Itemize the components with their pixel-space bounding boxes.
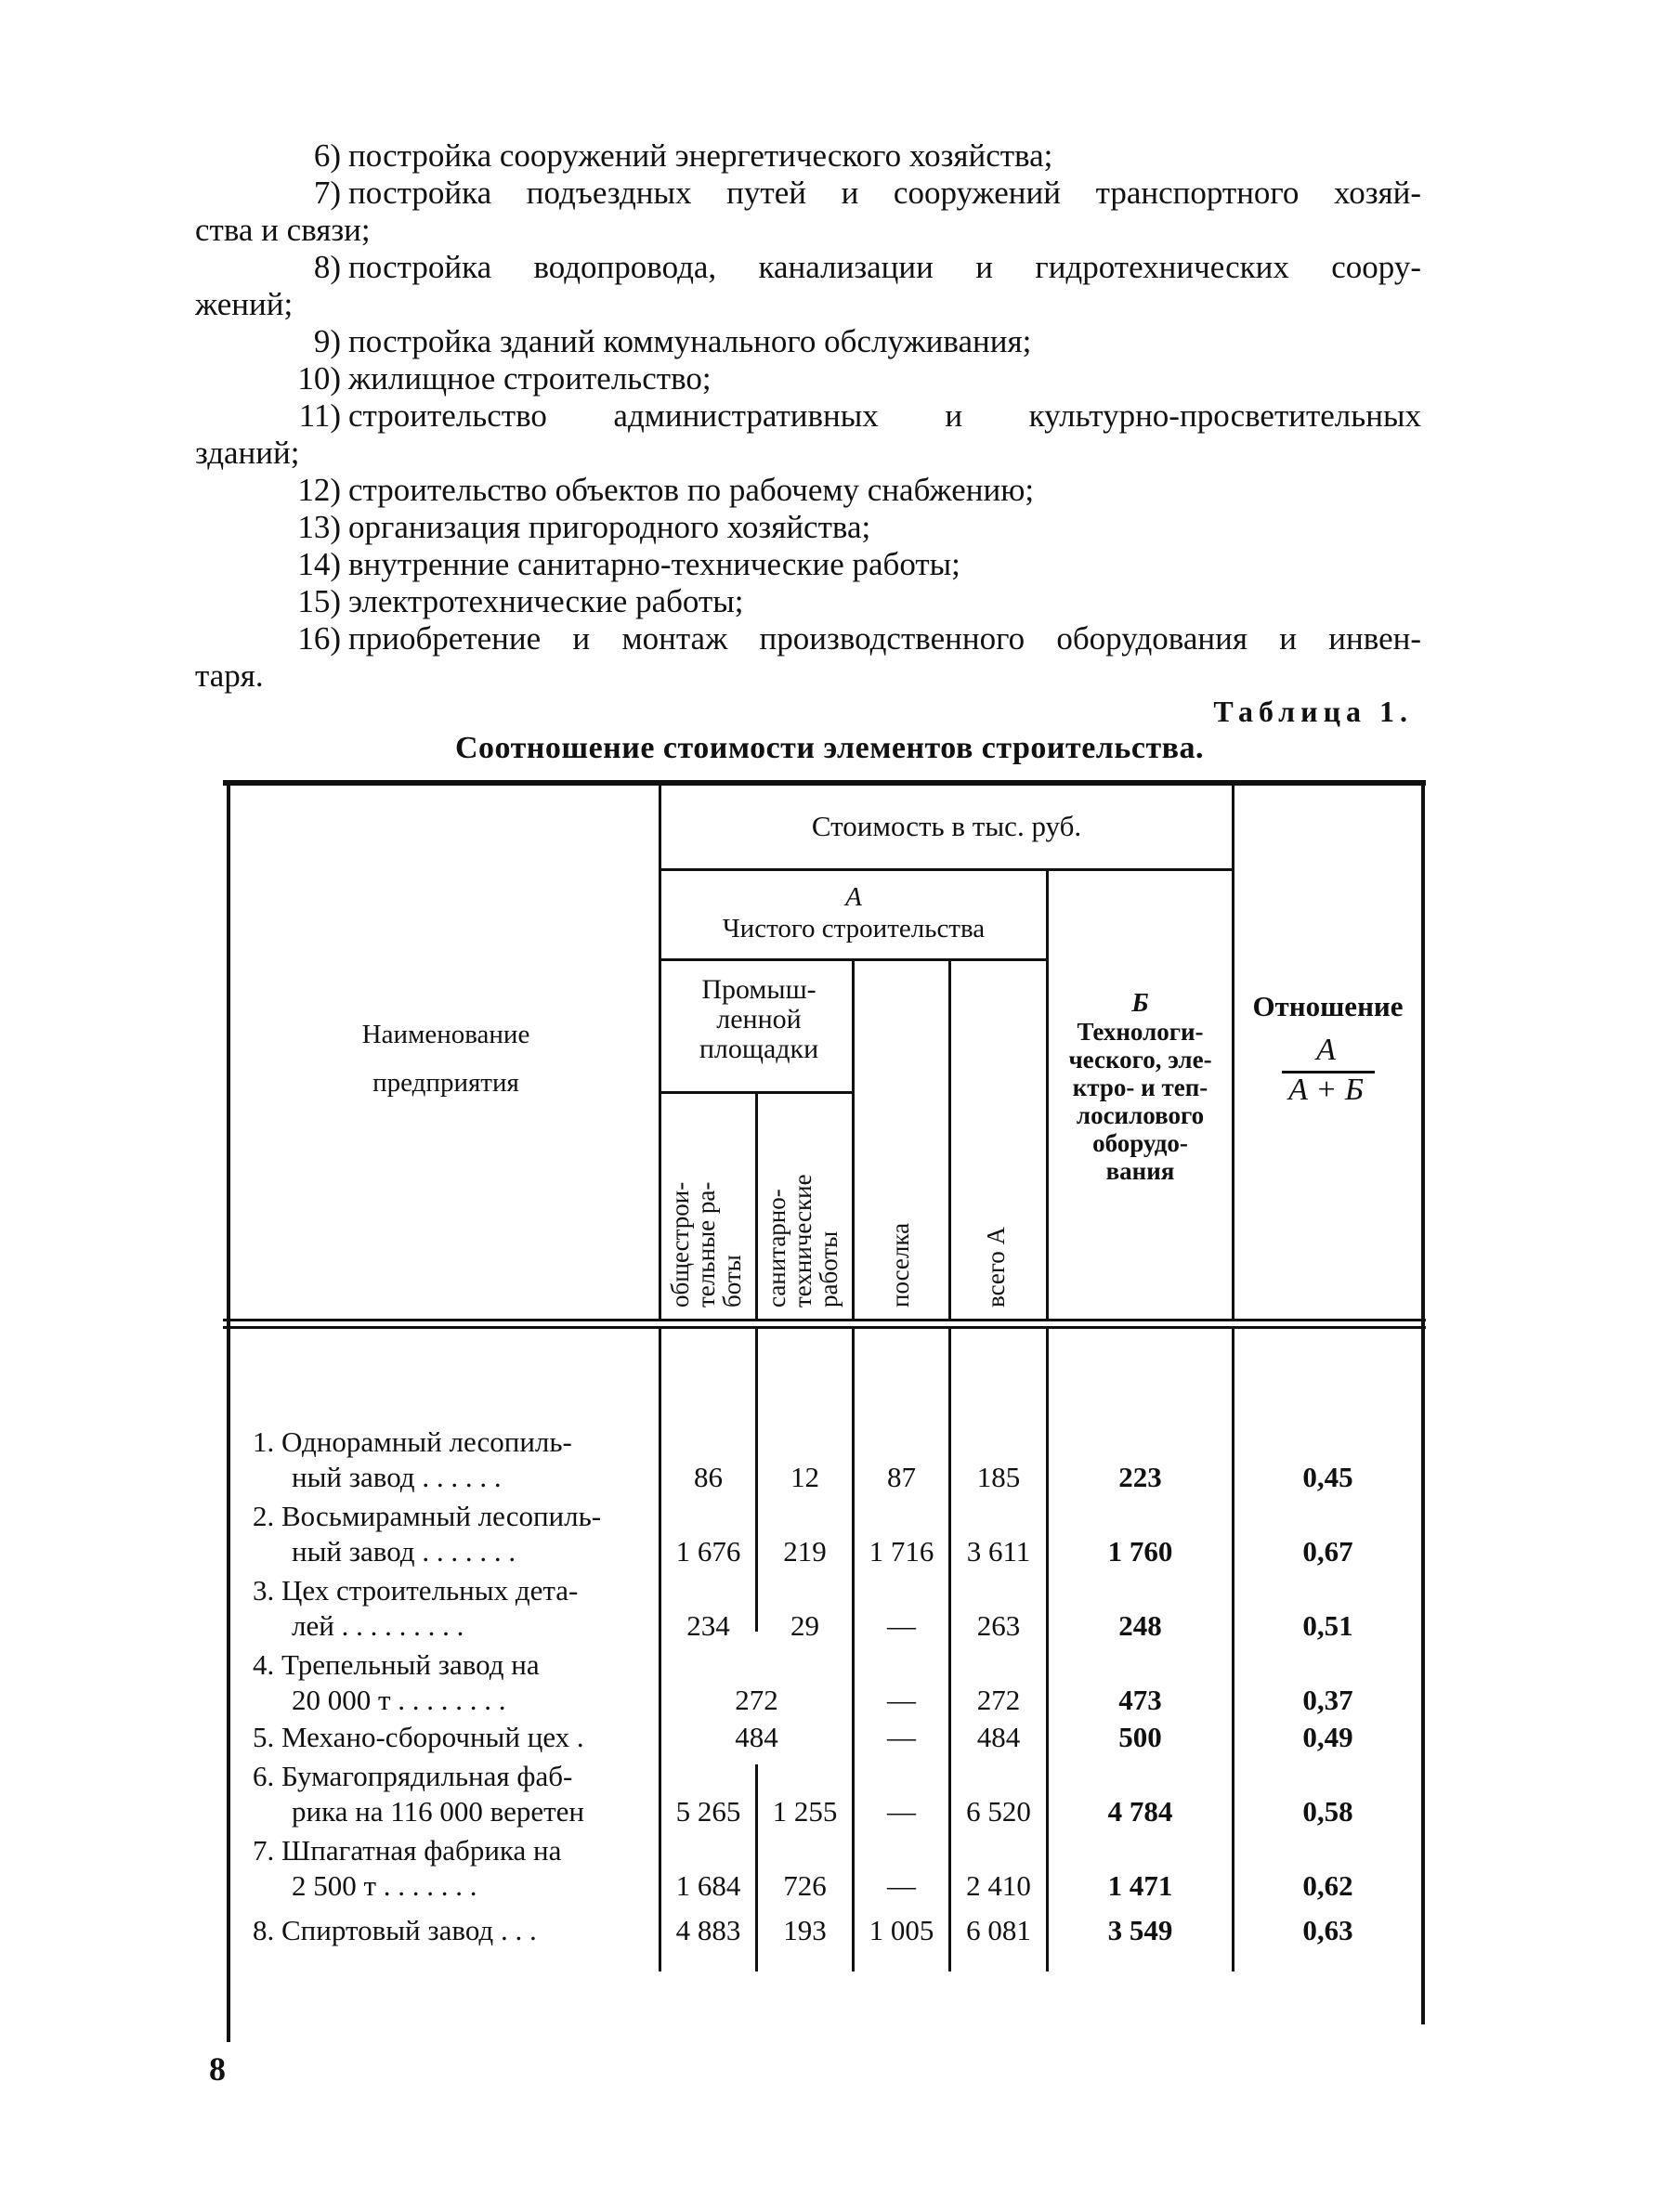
list-item-text: постройка подъездных путей и сооружений транспортного хозяй- <box>348 175 1421 211</box>
cell-b: 223 <box>1118 1461 1162 1493</box>
header-industrial: Промыш-ленной площадки <box>699 974 819 1064</box>
list-item-continuation: зданий; <box>195 435 300 471</box>
cell-general: 234 <box>686 1609 730 1642</box>
header-cost: Стоимость в тыс. руб. <box>811 810 1082 842</box>
list-item-number: 14) <box>297 546 341 582</box>
header-a-letter: А <box>845 882 862 912</box>
cell-general: 1 676 <box>675 1535 741 1568</box>
row-name: 1. Однорамный лесопиль- ный завод . . . . . . <box>253 1425 572 1493</box>
header-general-works: общестрои- тельные ра- боты <box>666 1181 746 1308</box>
cell-ratio: 0,63 <box>1302 1914 1353 1946</box>
row-name: 6. Бумагопрядильная фаб- рика на 116 000 веретен <box>253 1760 585 1828</box>
header-a-title: Чистого строительства <box>722 914 986 943</box>
cell-sanitary: 1 255 <box>772 1795 838 1828</box>
cell-sanitary: 219 <box>783 1535 827 1568</box>
list-item-number: 13) <box>297 509 341 545</box>
list-item-text: постройка зданий коммунального обслуживания; <box>348 323 1032 359</box>
cell-total: 185 <box>976 1461 1021 1493</box>
row-name: 2. Восьмирамный лесопиль- ный завод . . . . . . . <box>253 1500 602 1568</box>
cell-b: 4 784 <box>1107 1795 1173 1828</box>
list-item-text: строительство административных и культурно-просветительных <box>348 397 1421 434</box>
list-item-number: 9) <box>313 323 341 359</box>
header-settlement: поселка <box>886 1222 914 1308</box>
list-item-text: организация пригородного хозяйства; <box>348 509 871 545</box>
cell-total: 263 <box>976 1609 1021 1642</box>
cell-total: 2 410 <box>966 1869 1031 1902</box>
cell-b: 3 549 <box>1107 1914 1173 1946</box>
cell-ratio: 0,49 <box>1302 1721 1353 1753</box>
list-item-text: внутренние санитарно-технические работы; <box>348 546 960 582</box>
list-item-number: 16) <box>297 620 341 657</box>
cell-total: 484 <box>976 1721 1021 1753</box>
list-item-number: 11) <box>298 397 341 434</box>
header-ratio: Отношение <box>1252 990 1404 1022</box>
header-total-a: всего А <box>982 1226 1010 1308</box>
list-item-number: 8) <box>313 249 341 285</box>
cell-settlement: 87 <box>887 1461 916 1493</box>
cell-total: 6 081 <box>966 1914 1031 1946</box>
list-item-text: электротехнические работы; <box>348 583 744 619</box>
cell-settlement: 1 716 <box>869 1535 934 1568</box>
header-sanitary-works: санитарно- технические работы <box>763 1174 843 1308</box>
cell-ratio: 0,37 <box>1302 1684 1353 1716</box>
row-name: 3. Цех строительных дета- лей . . . . . . . . . <box>253 1574 579 1642</box>
cell-general: 1 684 <box>675 1869 741 1902</box>
cell-ratio: 0,51 <box>1302 1609 1353 1642</box>
header-ratio-numerator: А <box>1316 1033 1336 1067</box>
cell-b: 1 471 <box>1107 1869 1173 1902</box>
cell-industrial-merged: 484 <box>735 1721 778 1753</box>
list-item-number: 10) <box>297 360 341 397</box>
cell-settlement: — <box>887 1721 916 1753</box>
row-name: 7. Шпагатная фабрика на 2 500 т . . . . . . . <box>253 1834 562 1902</box>
list-item-number: 15) <box>297 583 341 619</box>
list-item-text: постройка водопровода, канализации и гидротехнических соору- <box>348 249 1421 285</box>
list-item-number: 12) <box>297 472 341 508</box>
cell-ratio: 0,58 <box>1302 1795 1353 1828</box>
cell-settlement: — <box>887 1684 916 1716</box>
row-name: 5. Механо-сборочный цех . <box>253 1721 584 1753</box>
row-name: 4. Трепельный завод на 20 000 т . . . . . . . . <box>253 1648 540 1716</box>
list-item-continuation: жений; <box>195 286 294 322</box>
table-label: Таблица 1. <box>1213 695 1413 728</box>
list-item-continuation: ства и связи; <box>195 212 371 248</box>
header-b-letter: Б <box>1131 988 1149 1018</box>
cell-ratio: 0,62 <box>1302 1869 1353 1902</box>
list-item-text: жилищное строительство; <box>348 360 712 397</box>
list-item-number: 7) <box>313 175 341 211</box>
cell-total: 272 <box>976 1684 1021 1716</box>
cell-general: 4 883 <box>675 1914 741 1946</box>
cell-b: 473 <box>1118 1684 1162 1716</box>
cell-industrial-merged: 272 <box>735 1684 778 1716</box>
cell-settlement: — <box>887 1609 916 1642</box>
cell-ratio: 0,67 <box>1302 1535 1353 1568</box>
cell-b: 1 760 <box>1107 1535 1173 1568</box>
list-item-continuation: таря. <box>195 657 264 694</box>
cell-total: 3 611 <box>966 1535 1031 1568</box>
cell-total: 6 520 <box>966 1795 1031 1828</box>
cell-ratio: 0,45 <box>1302 1461 1353 1493</box>
list-item-number: 6) <box>313 137 341 174</box>
cell-sanitary: 726 <box>783 1869 827 1902</box>
cell-sanitary: 12 <box>790 1461 819 1493</box>
list-item-text: постройка сооружений энергетического хозяйства; <box>348 137 1053 174</box>
cell-b: 248 <box>1118 1609 1162 1642</box>
cell-general: 5 265 <box>675 1795 741 1828</box>
list-item-text: приобретение и монтаж производственного оборудования и инвен- <box>348 620 1421 657</box>
header-b-text: Технологи- ческого, эле- ктро- и теп- лосилового оборудо- вания <box>1068 1018 1212 1185</box>
cell-settlement: — <box>887 1869 916 1902</box>
cell-settlement: — <box>887 1795 916 1828</box>
cell-sanitary: 193 <box>783 1914 827 1946</box>
cell-general: 86 <box>694 1461 723 1493</box>
header-ratio-denominator: А + Б <box>1288 1073 1364 1107</box>
table-title: Соотношение стоимости элементов строительства. <box>454 731 1205 765</box>
row-name: 8. Спиртовый завод . . . <box>253 1914 537 1946</box>
header-name: Наименование предприятия <box>361 1020 530 1098</box>
list-item-text: строительство объектов по рабочему снабжению; <box>348 472 1035 508</box>
cell-sanitary: 29 <box>790 1609 819 1642</box>
cell-b: 500 <box>1118 1721 1162 1753</box>
page-number: 8 <box>209 2050 226 2088</box>
cell-settlement: 1 005 <box>869 1914 934 1946</box>
